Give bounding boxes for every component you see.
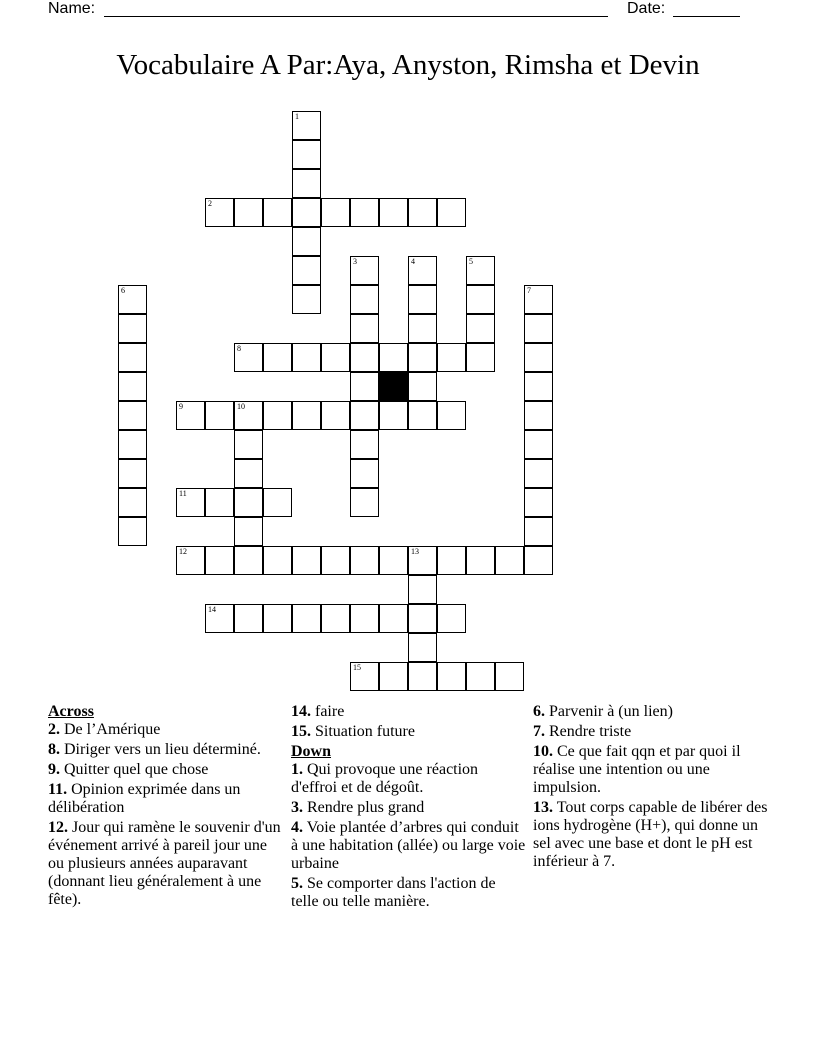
clue-number-label: 9. [48, 761, 60, 778]
date-label: Date: [627, 0, 666, 17]
clues-column-1 [48, 703, 284, 911]
crossword-cell[interactable] [292, 285, 321, 314]
crossword-cell[interactable] [350, 488, 379, 517]
crossword-cell[interactable] [292, 227, 321, 256]
clue-number-label: 8. [48, 741, 60, 758]
crossword-cell[interactable] [408, 546, 437, 575]
crossword-cell[interactable] [466, 662, 495, 691]
crossword-cell[interactable] [350, 662, 379, 691]
crossword-cell[interactable] [437, 546, 466, 575]
crossword-cell[interactable] [379, 546, 408, 575]
clue-number-label: 7. [533, 723, 545, 740]
crossword-cell[interactable] [321, 198, 350, 227]
clue-number-label: 4. [291, 819, 303, 836]
clue-item [291, 761, 527, 797]
crossword-cell[interactable] [205, 546, 234, 575]
crossword-cell[interactable] [466, 285, 495, 314]
crossword-cell[interactable] [408, 256, 437, 285]
clue-text: Situation future [315, 723, 415, 740]
clue-number: 11 [179, 489, 187, 498]
crossword-cell[interactable] [524, 401, 553, 430]
crossword-cell[interactable] [524, 517, 553, 546]
crossword-cell[interactable] [234, 430, 263, 459]
crossword-cell[interactable] [524, 488, 553, 517]
clue-item [291, 819, 527, 873]
clue-number: 15 [353, 663, 361, 672]
clue-item [533, 723, 769, 741]
crossword-cell[interactable] [437, 662, 466, 691]
crossword-cell[interactable] [524, 314, 553, 343]
crossword-cell[interactable] [118, 285, 147, 314]
crossword-cell[interactable] [234, 401, 263, 430]
crossword-cell[interactable] [350, 343, 379, 372]
clue-number: 9 [179, 402, 183, 411]
clue-text: Rendre plus grand [307, 799, 425, 816]
crossword-cell[interactable] [118, 517, 147, 546]
crossword-cell[interactable] [263, 488, 292, 517]
crossword-cell[interactable] [350, 401, 379, 430]
clue-item [291, 723, 527, 741]
crossword-cell[interactable] [379, 604, 408, 633]
crossword-cell[interactable] [321, 604, 350, 633]
clue-number: 12 [179, 547, 187, 556]
crossword-cell[interactable] [437, 604, 466, 633]
crossword-cell[interactable] [437, 198, 466, 227]
clue-item [291, 799, 527, 817]
crossword-cell[interactable] [205, 604, 234, 633]
crossword-cell[interactable] [118, 430, 147, 459]
crossword-cell[interactable] [408, 401, 437, 430]
clue-number: 10 [237, 402, 245, 411]
clues-column-3 [533, 703, 769, 873]
crossword-cell[interactable] [350, 604, 379, 633]
clue-number: 7 [527, 286, 531, 295]
crossword-cell[interactable] [437, 401, 466, 430]
clue-number-label: 3. [291, 799, 303, 816]
clue-text: Quitter quel que chose [64, 761, 209, 778]
clue-number-label: 10. [533, 743, 553, 760]
crossword-cell[interactable] [292, 111, 321, 140]
crossword-cell[interactable] [379, 343, 408, 372]
clue-number: 4 [411, 257, 415, 266]
clue-item [533, 799, 769, 871]
clue-text: Tout corps capable de libérer des ions hydrogène (H+), qui donne un sel avec une base et dont le pH est inférieur à 7. [533, 799, 768, 870]
crossword-cell[interactable] [350, 314, 379, 343]
crossword-cell[interactable] [234, 517, 263, 546]
clue-number: 14 [208, 605, 216, 614]
crossword-cell[interactable] [408, 633, 437, 662]
crossword-cell[interactable] [379, 198, 408, 227]
clue-number-label: 12. [48, 819, 68, 836]
clue-number: 3 [353, 257, 357, 266]
clue-item [48, 761, 284, 779]
crossword-cell[interactable] [321, 546, 350, 575]
crossword-cell[interactable] [292, 546, 321, 575]
crossword-cell[interactable] [408, 343, 437, 372]
crossword-cell[interactable] [205, 488, 234, 517]
crossword-cell[interactable] [350, 546, 379, 575]
puzzle-title: Vocabulaire A Par:Aya, Anyston, Rimsha et Devin [116, 49, 700, 81]
clue-number-label: 13. [533, 799, 553, 816]
clue-number-label: 14. [291, 703, 311, 720]
clue-number: 5 [469, 257, 473, 266]
crossword-cell[interactable] [408, 314, 437, 343]
clue-text: Parvenir à (un lien) [549, 703, 673, 720]
clue-text: De l’Amérique [64, 721, 161, 738]
crossword-cell[interactable] [466, 343, 495, 372]
crossword-cell[interactable] [234, 459, 263, 488]
clues-column-2 [291, 703, 527, 913]
clue-number-label: 1. [291, 761, 303, 778]
name-label: Name: [48, 0, 96, 17]
crossword-cell[interactable] [350, 285, 379, 314]
crossword-cell[interactable] [263, 198, 292, 227]
crossword-cell[interactable] [495, 662, 524, 691]
crossword-cell[interactable] [205, 401, 234, 430]
clue-item [533, 703, 769, 721]
crossword-cell[interactable] [350, 256, 379, 285]
crossword-cell[interactable] [321, 343, 350, 372]
crossword-cell[interactable] [466, 256, 495, 285]
clue-text: Ce que fait qqn et par quoi il réalise une intention ou une impulsion. [533, 743, 741, 796]
crossword-cell[interactable] [466, 546, 495, 575]
crossword-cell[interactable] [176, 546, 205, 575]
clue-text: Opinion exprimée dans un délibération [48, 781, 241, 816]
clue-number-label: 6. [533, 703, 545, 720]
clue-number: 6 [121, 286, 125, 295]
clue-item [291, 875, 527, 911]
clue-number: 13 [411, 547, 419, 556]
clue-number-label: 5. [291, 875, 303, 892]
clue-text: Qui provoque une réaction d'effroi et de dégoût. [291, 761, 479, 796]
crossword-cell[interactable] [524, 343, 553, 372]
crossword-cell[interactable] [292, 169, 321, 198]
crossword-cell[interactable] [408, 372, 437, 401]
clue-number-label: 15. [291, 723, 311, 740]
crossword-cell[interactable] [408, 285, 437, 314]
crossword-cell[interactable] [437, 343, 466, 372]
crossword-cell[interactable] [263, 343, 292, 372]
crossword-cell[interactable] [118, 401, 147, 430]
clue-text: Voie plantée d’arbres qui conduit à une habitation (allée) ou large voie urbaine [291, 819, 526, 872]
crossword-cell[interactable] [350, 372, 379, 401]
crossword-cell[interactable] [292, 401, 321, 430]
clue-text: Se comporter dans l'action de telle ou telle manière. [291, 875, 496, 910]
crossword-cell[interactable] [234, 343, 263, 372]
crossword-cell[interactable] [524, 546, 553, 575]
down-heading: Down [291, 743, 332, 760]
crossword-cell[interactable] [292, 256, 321, 285]
clue-text: Rendre triste [549, 723, 632, 740]
crossword-cell[interactable] [524, 459, 553, 488]
crossword-cell[interactable] [263, 401, 292, 430]
black-square [379, 372, 408, 401]
clue-number: 1 [295, 112, 299, 121]
crossword-cell[interactable] [524, 372, 553, 401]
crossword-cell[interactable] [176, 401, 205, 430]
crossword-cell[interactable] [292, 140, 321, 169]
clue-item [291, 703, 527, 721]
clue-text: Diriger vers un lieu déterminé. [64, 741, 261, 758]
across-heading: Across [48, 703, 94, 720]
crossword-cell[interactable] [292, 198, 321, 227]
crossword-cell[interactable] [350, 430, 379, 459]
crossword-cell[interactable] [408, 575, 437, 604]
crossword-cell[interactable] [292, 343, 321, 372]
crossword-cell[interactable] [118, 343, 147, 372]
crossword-cell[interactable] [379, 662, 408, 691]
crossword-cell[interactable] [234, 198, 263, 227]
clue-item [533, 743, 769, 797]
clue-item [48, 721, 284, 739]
crossword-cell[interactable] [466, 314, 495, 343]
crossword-cell[interactable] [118, 488, 147, 517]
clue-number-label: 2. [48, 721, 60, 738]
clue-text: faire [315, 703, 345, 720]
crossword-cell[interactable] [118, 459, 147, 488]
clue-number: 8 [237, 344, 241, 353]
clue-number: 2 [208, 199, 212, 208]
clue-item [48, 741, 284, 759]
crossword-cell[interactable] [408, 662, 437, 691]
crossword-cell[interactable] [350, 198, 379, 227]
crossword-cell[interactable] [176, 488, 205, 517]
crossword-cell[interactable] [205, 198, 234, 227]
crossword-cell[interactable] [234, 604, 263, 633]
crossword-cell[interactable] [379, 401, 408, 430]
crossword-cell[interactable] [234, 546, 263, 575]
crossword-cell[interactable] [263, 604, 292, 633]
crossword-cell[interactable] [524, 430, 553, 459]
clue-item [48, 781, 284, 817]
crossword-cell[interactable] [118, 372, 147, 401]
crossword-cell[interactable] [118, 314, 147, 343]
crossword-cell[interactable] [234, 488, 263, 517]
crossword-cell[interactable] [495, 546, 524, 575]
crossword-cell[interactable] [350, 459, 379, 488]
crossword-cell[interactable] [321, 401, 350, 430]
clue-number-label: 11. [48, 781, 68, 798]
crossword-cell[interactable] [524, 285, 553, 314]
crossword-cell[interactable] [408, 604, 437, 633]
clue-text: Jour qui ramène le souvenir d'un événement arrivé à pareil jour une ou plusieurs années auparavant (donnant lieu généralement à une fête). [48, 819, 281, 908]
crossword-cell[interactable] [292, 604, 321, 633]
crossword-cell[interactable] [263, 546, 292, 575]
crossword-cell[interactable] [408, 198, 437, 227]
clue-item [48, 819, 284, 909]
